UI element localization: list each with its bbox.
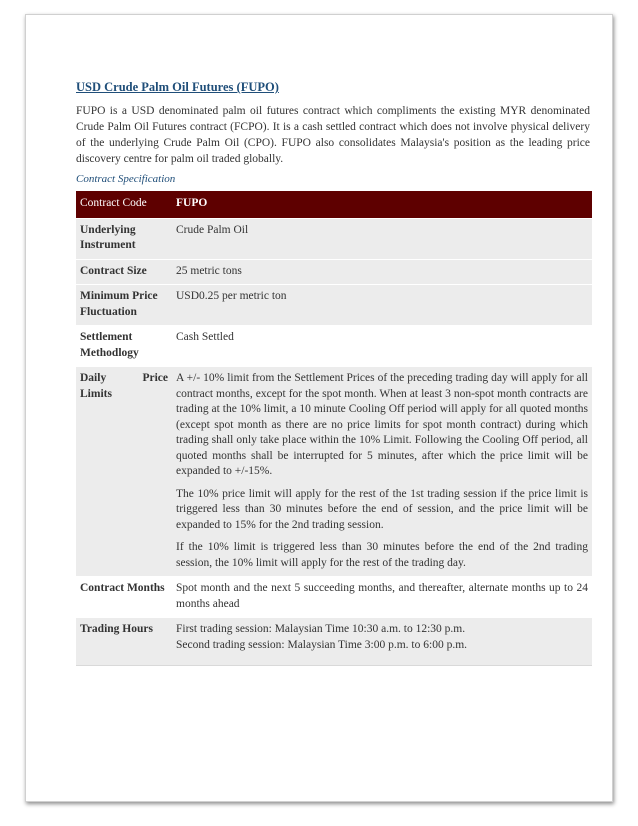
section-subheading: Contract Specification bbox=[76, 173, 176, 185]
trading-hours-line-2: Second trading session: Malaysian Time 3:00 p.m. to 6:00 p.m. bbox=[176, 638, 468, 651]
trading-hours-line-1: First trading session: Malaysian Time 10:30 a.m. to 12:30 p.m. bbox=[176, 623, 466, 635]
table-row bbox=[76, 259, 592, 285]
contract-code-label: Contract Code bbox=[76, 191, 172, 218]
contract-months-label: Contract Months bbox=[76, 577, 172, 618]
document-page bbox=[25, 14, 613, 802]
table-row bbox=[76, 577, 592, 618]
price-limits-label bbox=[76, 367, 172, 577]
price-limits-paragraph-3: If the 10% limit is triggered less than 30 minutes before the end of the 2nd trading session, the 10% limit will apply for the rest of the trading day. bbox=[176, 541, 588, 569]
underlying-value: Crude Palm Oil bbox=[172, 218, 592, 259]
price-limits-label-line1 bbox=[80, 371, 168, 387]
price-limits-label-word1: Daily bbox=[80, 372, 107, 384]
price-limits-paragraph-1: A +/- 10% limit from the Settlement Prices of the preceding trading day will apply for all contract months, except for the spot month. When at least 3 non-spot month contracts are trading at the 10% limit, a 10 minute Cooling Off period will apply for all quoted months (except spot month as there are no price limits for spot month contract) during which trading shall only take place within the 10% Limit. Following the Cooling Off period, all quoted months shall be interrupted for 5 minutes, after which the price limit will be expanded to +/-15%. bbox=[176, 372, 588, 477]
document-content bbox=[76, 80, 590, 666]
contract-spec-table bbox=[76, 191, 592, 666]
contract-months-value bbox=[172, 577, 592, 618]
contract-size-value: 25 metric tons bbox=[172, 259, 592, 285]
settlement-label: Settlement Methodlogy bbox=[76, 326, 172, 367]
table-row bbox=[76, 618, 592, 666]
price-limits-label-word2: Price bbox=[142, 372, 168, 384]
document-title-link[interactable]: USD Crude Palm Oil Futures (FUPO) bbox=[76, 80, 279, 94]
table-row bbox=[76, 285, 592, 326]
table-header-row bbox=[76, 191, 592, 218]
min-price-label: Minimum Price Fluctuation bbox=[76, 285, 172, 326]
trading-hours-label: Trading Hours bbox=[76, 618, 172, 666]
trading-hours-value bbox=[172, 618, 592, 666]
price-limits-label-word3: Limits bbox=[80, 387, 112, 400]
table-row bbox=[76, 218, 592, 259]
underlying-label: Underlying Instrument bbox=[76, 218, 172, 259]
contract-code-value: FUPO bbox=[172, 191, 592, 218]
table-row bbox=[76, 326, 592, 367]
table-row bbox=[76, 367, 592, 577]
min-price-value: USD0.25 per metric ton bbox=[172, 285, 592, 326]
intro-paragraph: FUPO is a USD denominated palm oil futures contract which compliments the existing MYR denominated Crude Palm Oil Futures contract (FCPO). It is a cash settled contract which does not involve physical delivery of the underlying Crude Palm Oil (CPO). FUPO also consolidates Malaysia's position as the leading price discovery centre for palm oil traded globally. bbox=[76, 105, 590, 165]
contract-size-label: Contract Size bbox=[76, 259, 172, 285]
price-limits-paragraph-2: The 10% price limit will apply for the rest of the 1st trading session if the price limit is triggered less than 30 minutes before the end of session, and the price limit will be expanded to 15% for the 2nd trading session. bbox=[176, 487, 588, 531]
settlement-value: Cash Settled bbox=[172, 326, 592, 367]
contract-months-text: Spot month and the next 5 succeeding months, and thereafter, alternate months up to 24 months ahead bbox=[176, 582, 588, 610]
price-limits-value bbox=[172, 367, 592, 577]
